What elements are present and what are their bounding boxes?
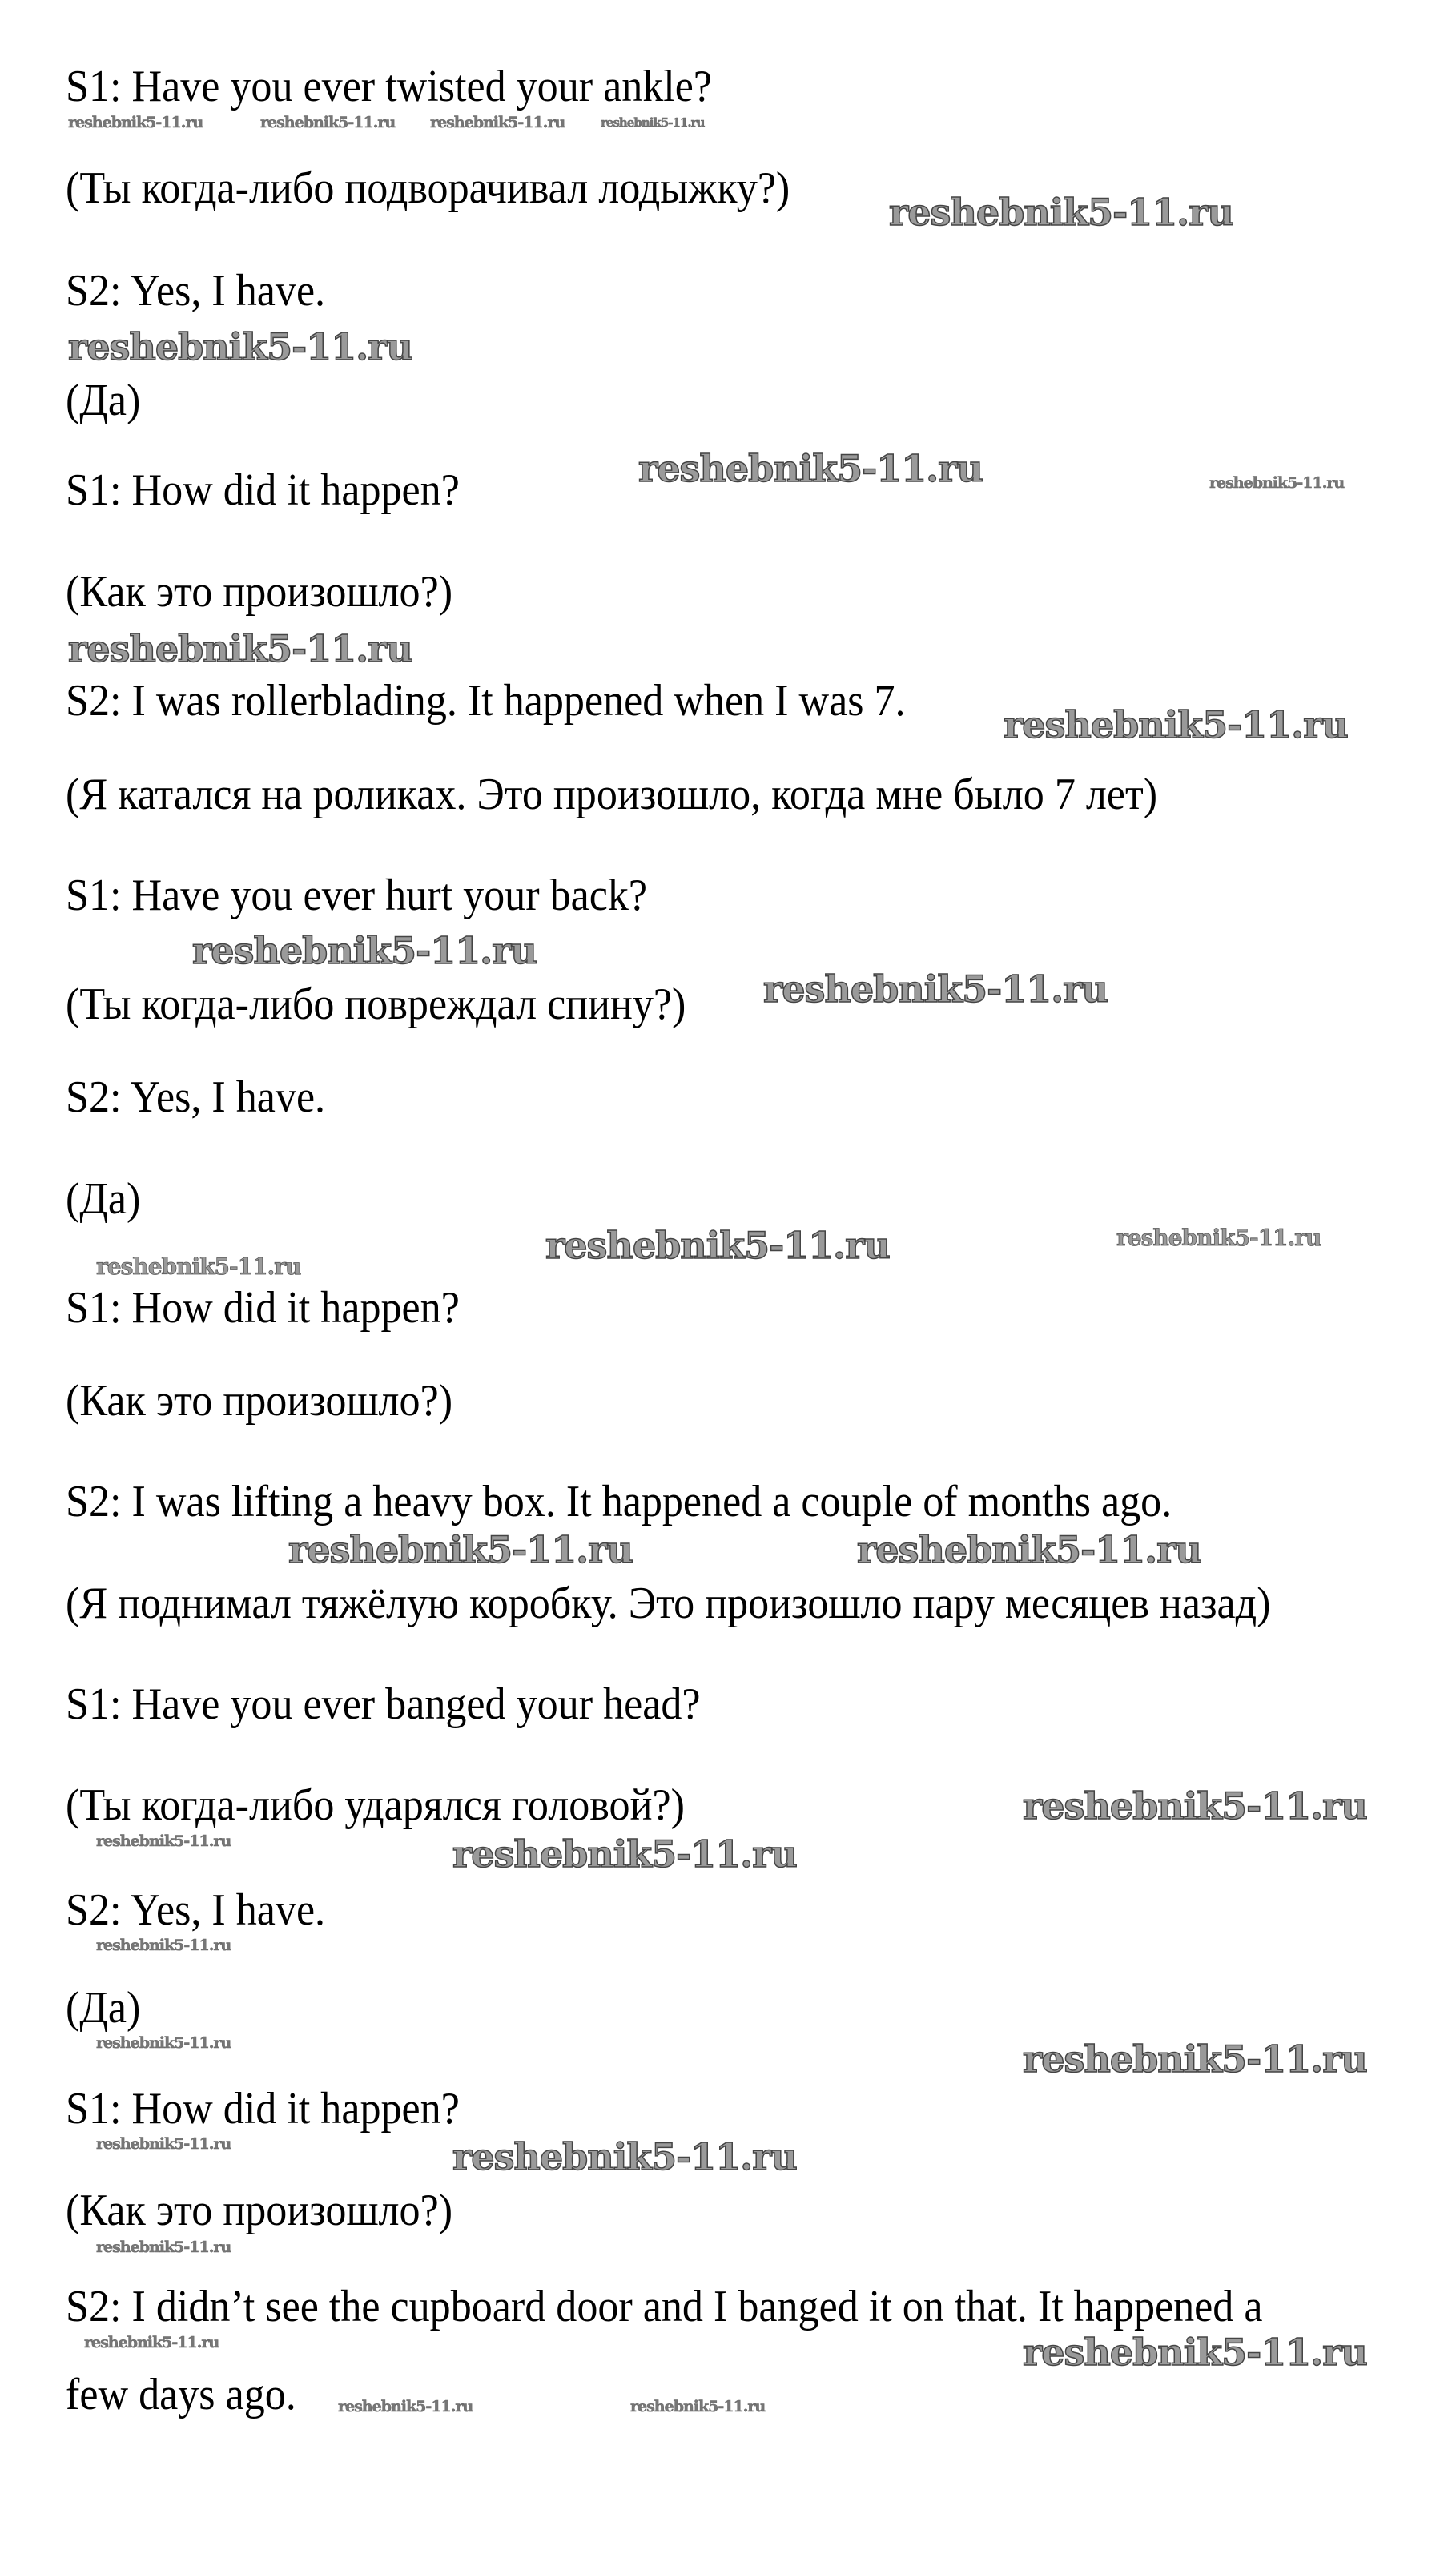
translation-line: (Я поднимал тяжёлую коробку. Это произошло пару месяцев назад) xyxy=(66,1579,1271,1628)
dialogue-line: few days ago. xyxy=(66,2370,296,2419)
watermark: reshebnik5-11.ru xyxy=(452,2135,797,2178)
watermark: reshebnik5-11.ru xyxy=(452,1832,797,1876)
watermark: reshebnik5-11.ru xyxy=(192,929,537,972)
watermark: reshebnik5-11.ru xyxy=(288,1528,633,1571)
translation-line: (Ты когда-либо повреждал спину?) xyxy=(66,979,686,1029)
watermark: reshebnik5-11.ru xyxy=(84,2334,219,2351)
dialogue-line: S1: Have you ever banged your head? xyxy=(66,1679,701,1729)
translation-line: (Как это произошло?) xyxy=(66,567,453,617)
dialogue-line: S2: Yes, I have. xyxy=(66,266,326,316)
translation-line: (Ты когда-либо ударялся головой?) xyxy=(66,1780,685,1830)
dialogue-line: S1: How did it happen? xyxy=(66,465,460,515)
watermark: reshebnik5-11.ru xyxy=(630,2398,766,2415)
watermark: reshebnik5-11.ru xyxy=(1023,1784,1367,1828)
watermark: reshebnik5-11.ru xyxy=(338,2398,473,2415)
watermark: reshebnik5-11.ru xyxy=(1116,1225,1321,1251)
watermark: reshebnik5-11.ru xyxy=(889,191,1233,234)
watermark: reshebnik5-11.ru xyxy=(857,1528,1201,1571)
watermark: reshebnik5-11.ru xyxy=(763,967,1108,1011)
translation-line: (Ты когда-либо подворачивал лодыжку?) xyxy=(66,163,790,213)
watermark: reshebnik5-11.ru xyxy=(96,2135,231,2153)
translation-line: (Я катался на роликах. Это произошло, когда мне было 7 лет) xyxy=(66,770,1158,819)
translation-line: (Как это произошло?) xyxy=(66,2186,453,2235)
dialogue-line: S1: How did it happen? xyxy=(66,2084,460,2134)
watermark: reshebnik5-11.ru xyxy=(68,325,412,368)
watermark: reshebnik5-11.ru xyxy=(68,114,203,131)
translation-line: (Да) xyxy=(66,376,141,425)
dialogue-line: S2: Yes, I have. xyxy=(66,1072,326,1122)
watermark: reshebnik5-11.ru xyxy=(545,1224,890,1267)
watermark: reshebnik5-11.ru xyxy=(96,2034,231,2052)
watermark: reshebnik5-11.ru xyxy=(1023,2037,1367,2081)
watermark: reshebnik5-11.ru xyxy=(1004,703,1348,746)
dialogue-line: S2: Yes, I have. xyxy=(66,1885,326,1935)
watermark: reshebnik5-11.ru xyxy=(96,1937,231,1954)
watermark: reshebnik5-11.ru xyxy=(638,447,983,490)
watermark: reshebnik5-11.ru xyxy=(96,1253,301,1280)
translation-line: (Как это произошло?) xyxy=(66,1376,453,1426)
dialogue-line: S2: I was rollerblading. It happened when I was 7. xyxy=(66,676,906,726)
watermark: reshebnik5-11.ru xyxy=(96,2238,231,2256)
dialogue-line: S1: Have you ever hurt your back? xyxy=(66,871,647,920)
watermark: reshebnik5-11.ru xyxy=(260,114,396,131)
dialogue-line: S1: How did it happen? xyxy=(66,1283,460,1333)
dialogue-line: S2: I was lifting a heavy box. It happened a couple of months ago. xyxy=(66,1477,1172,1526)
translation-line: (Да) xyxy=(66,1174,141,1224)
watermark: reshebnik5-11.ru xyxy=(430,114,565,131)
watermark: reshebnik5-11.ru xyxy=(601,115,705,130)
watermark: reshebnik5-11.ru xyxy=(68,627,412,670)
translation-line: (Да) xyxy=(66,1983,141,2033)
watermark: reshebnik5-11.ru xyxy=(96,1832,231,1850)
watermark: reshebnik5-11.ru xyxy=(1023,2331,1367,2374)
dialogue-line: S1: Have you ever twisted your ankle? xyxy=(66,62,713,111)
watermark: reshebnik5-11.ru xyxy=(1209,474,1345,492)
dialogue-line: S2: I didn’t see the cupboard door and I banged it on that. It happened a xyxy=(66,2282,1263,2331)
